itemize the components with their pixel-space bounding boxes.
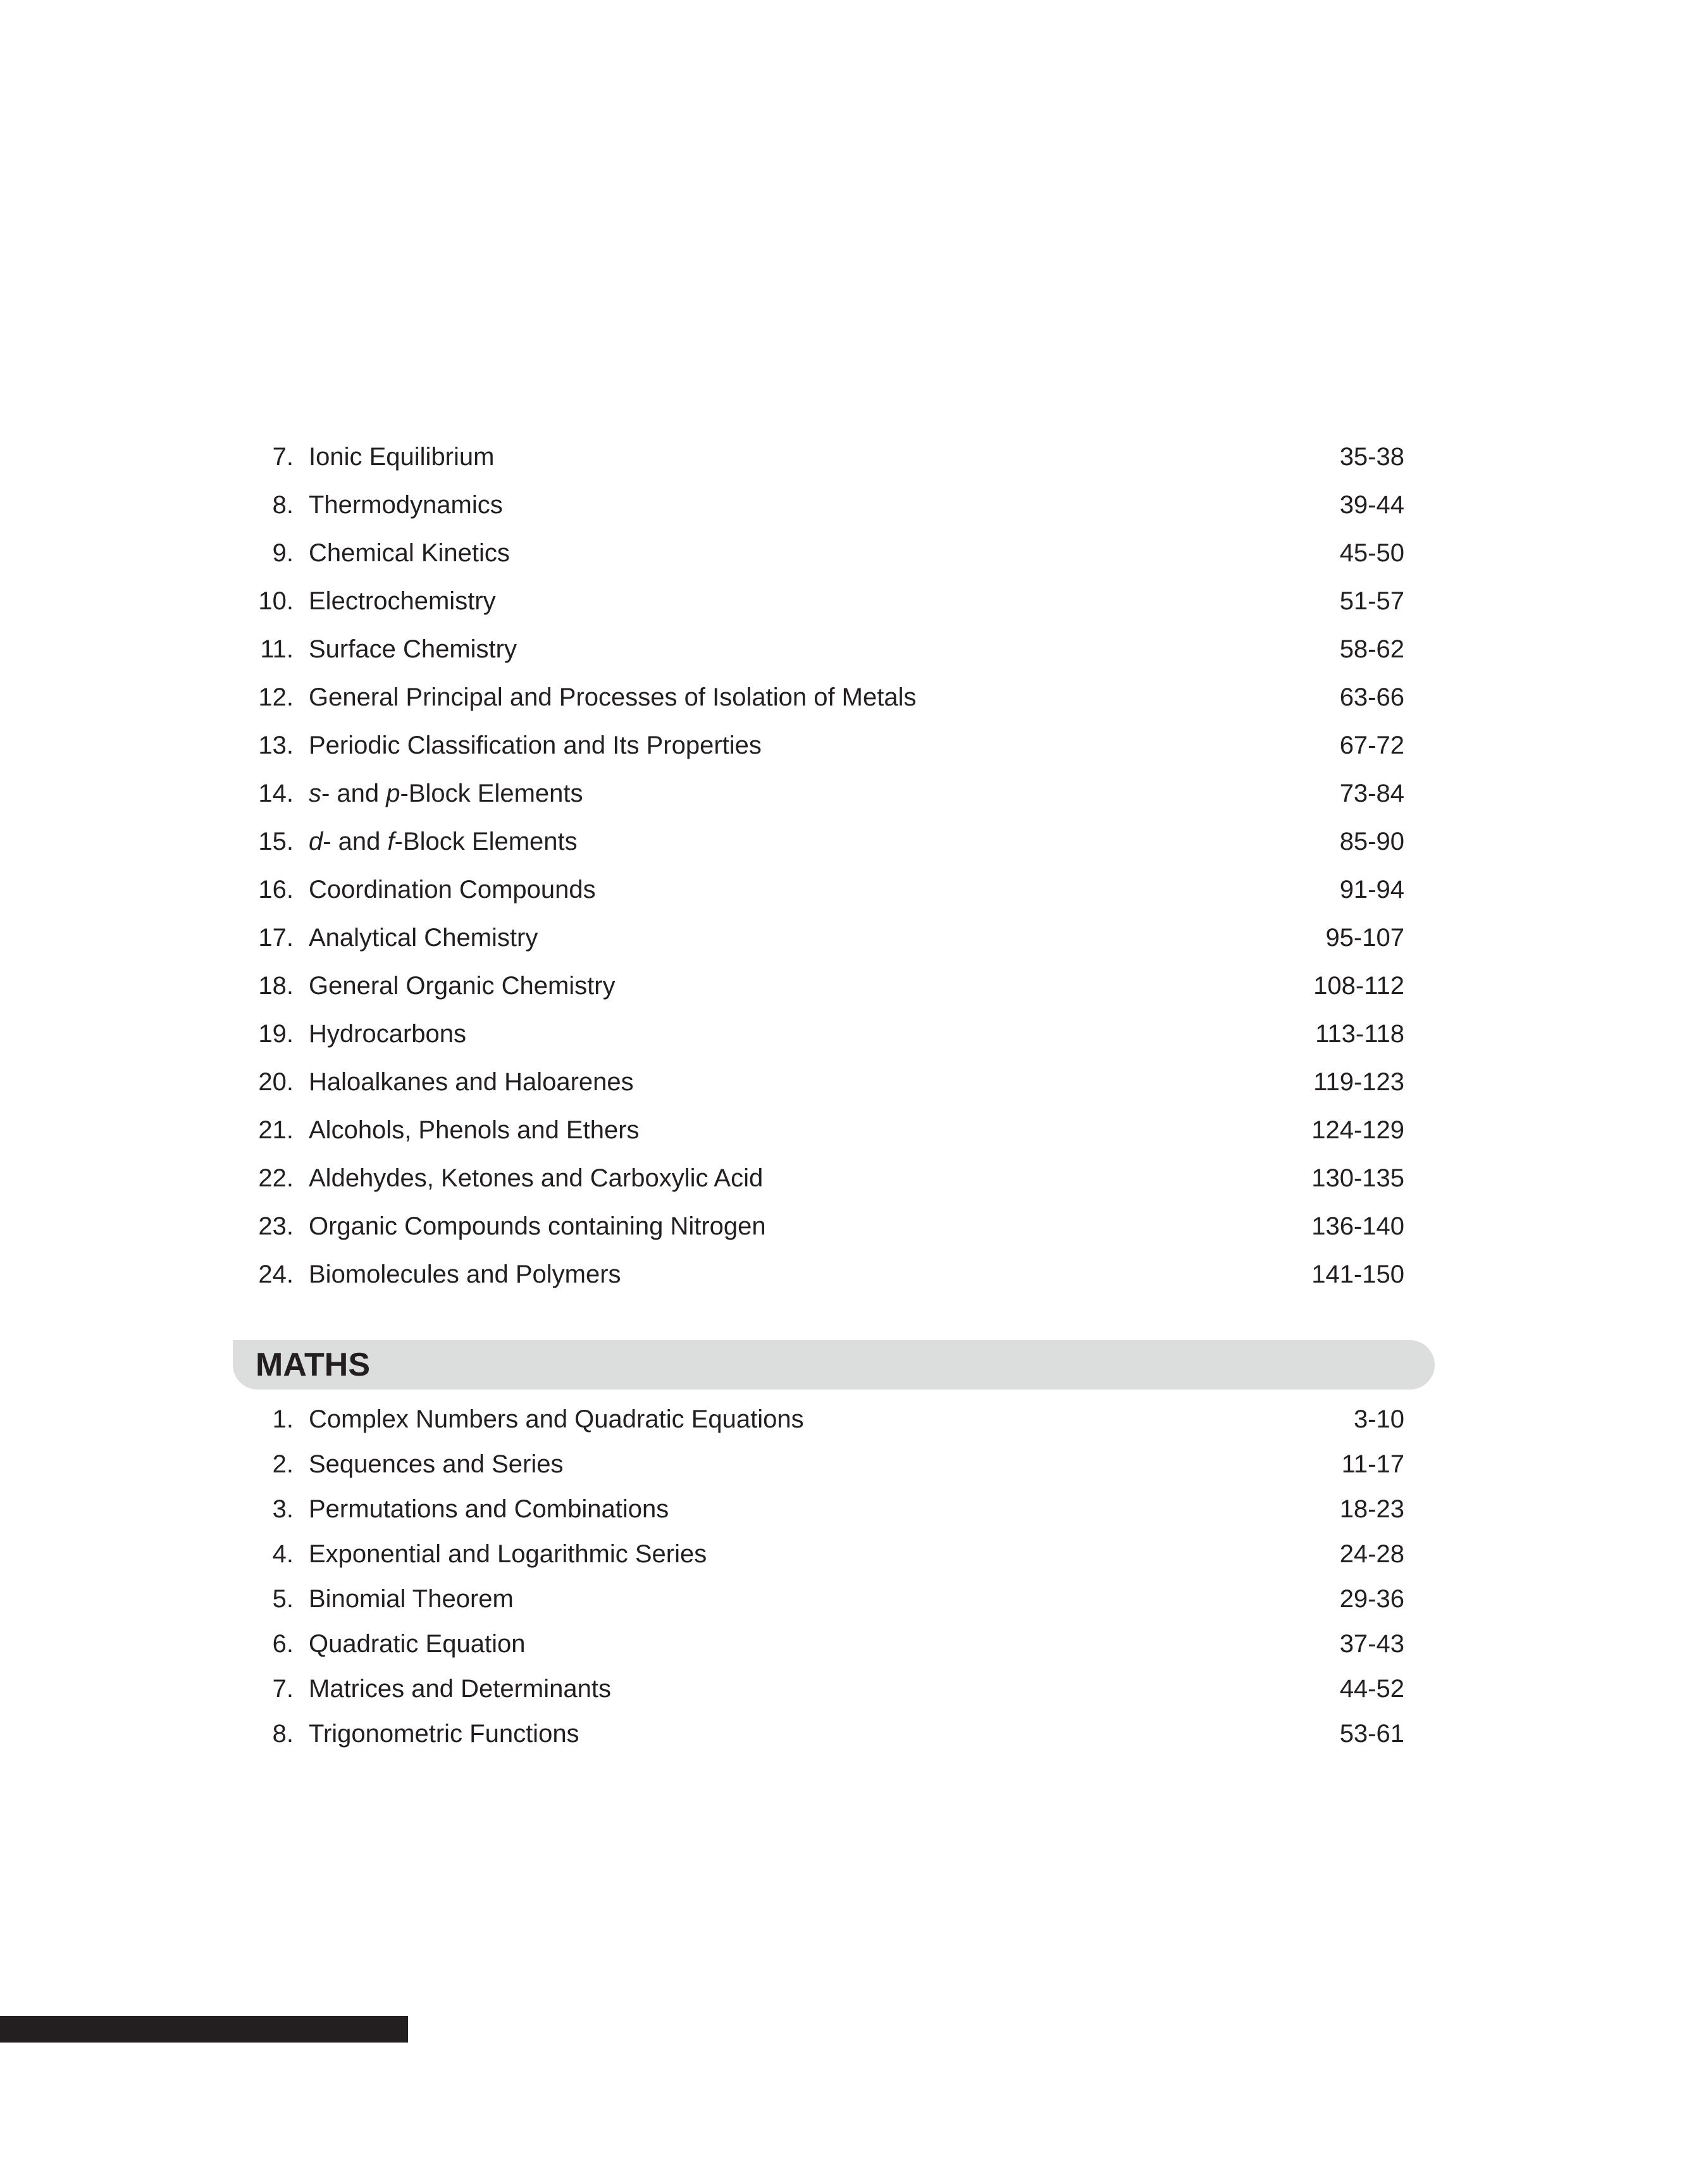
entry-pages: 45-50 [1339, 539, 1404, 567]
entry-title: Ionic Equilibrium [309, 443, 495, 471]
toc-entry [0, 1202, 1708, 1250]
toc-entry [0, 1577, 1708, 1622]
maths-toc-list [0, 1397, 1708, 1757]
entry-number: 13. [258, 731, 294, 759]
entry-title: Periodic Classification and Its Properties [309, 731, 762, 759]
entry-number: 6. [272, 1630, 294, 1658]
toc-entry [0, 1487, 1708, 1532]
toc-entry [0, 1397, 1708, 1442]
entry-title: Quadratic Equation [309, 1630, 526, 1658]
entry-pages: 113-118 [1315, 1020, 1404, 1048]
toc-entry [0, 673, 1708, 721]
entry-title: Matrices and Determinants [309, 1675, 611, 1703]
toc-entry [0, 1154, 1708, 1202]
entry-number: 3. [272, 1495, 294, 1523]
entry-title: Analytical Chemistry [309, 924, 538, 952]
toc-entry [0, 866, 1708, 914]
entry-title: Haloalkanes and Haloarenes [309, 1068, 634, 1096]
entry-number: 1. [272, 1405, 294, 1433]
toc-entry [0, 1010, 1708, 1058]
toc-entry [0, 1250, 1708, 1298]
entry-pages: 53-61 [1339, 1720, 1404, 1748]
entry-title: Organic Compounds containing Nitrogen [309, 1212, 766, 1240]
entry-number: 19. [258, 1020, 294, 1048]
entry-title: Sequences and Series [309, 1450, 564, 1478]
toc-entry [0, 818, 1708, 866]
entry-title: Electrochemistry [309, 587, 496, 615]
toc-entry [0, 1058, 1708, 1106]
entry-number: 2. [272, 1450, 294, 1478]
entry-number: 22. [258, 1164, 294, 1192]
toc-entry [0, 1532, 1708, 1577]
toc-entry [0, 1106, 1708, 1154]
entry-pages: 130-135 [1311, 1164, 1404, 1192]
entry-title: Permutations and Combinations [309, 1495, 669, 1523]
entry-number: 17. [258, 924, 294, 952]
entry-pages: 51-57 [1339, 587, 1404, 615]
entry-number: 11. [260, 635, 294, 663]
entry-pages: 3-10 [1353, 1405, 1404, 1433]
section-heading-maths: MATHS [256, 1346, 371, 1383]
entry-number: 12. [258, 683, 294, 711]
entry-number: 14. [258, 780, 294, 807]
entry-title: Chemical Kinetics [309, 539, 510, 567]
entry-pages: 37-43 [1339, 1630, 1404, 1658]
entry-number: 4. [272, 1540, 294, 1568]
entry-number: 24. [258, 1260, 294, 1288]
entry-title: Thermodynamics [309, 491, 503, 519]
entry-pages: 18-23 [1339, 1495, 1404, 1523]
toc-entry [0, 769, 1708, 818]
entry-pages: 11-17 [1341, 1450, 1404, 1478]
footer-bar [0, 2016, 408, 2043]
entry-number: 10. [258, 587, 294, 615]
entry-title: Hydrocarbons [309, 1020, 467, 1048]
entry-number: 7. [272, 443, 294, 471]
toc-entry [0, 481, 1708, 529]
toc-entry [0, 1667, 1708, 1712]
entry-pages: 136-140 [1311, 1212, 1404, 1240]
entry-number: 20. [258, 1068, 294, 1096]
entry-pages: 119-123 [1313, 1068, 1404, 1096]
entry-title: Coordination Compounds [309, 876, 596, 904]
entry-pages: 91-94 [1339, 876, 1404, 904]
entry-title: General Organic Chemistry [309, 972, 616, 1000]
entry-title: s- and p-Block Elements [309, 780, 583, 807]
entry-number: 21. [258, 1116, 294, 1144]
toc-entry [0, 914, 1708, 962]
entry-title: Trigonometric Functions [309, 1720, 579, 1748]
toc-entry [0, 721, 1708, 769]
toc-entry [0, 433, 1708, 481]
toc-entry [0, 1712, 1708, 1757]
entry-pages: 63-66 [1339, 683, 1404, 711]
entry-number: 16. [258, 876, 294, 904]
entry-title: Aldehydes, Ketones and Carboxylic Acid [309, 1164, 764, 1192]
entry-title: Binomial Theorem [309, 1585, 514, 1613]
entry-pages: 95-107 [1325, 924, 1404, 952]
entry-title: Exponential and Logarithmic Series [309, 1540, 707, 1568]
entry-pages: 44-52 [1339, 1675, 1404, 1703]
entry-pages: 39-44 [1339, 491, 1404, 519]
entry-title: Complex Numbers and Quadratic Equations [309, 1405, 804, 1433]
entry-title: d- and f-Block Elements [309, 828, 578, 855]
chemistry-toc-list [0, 433, 1708, 1298]
entry-title: Surface Chemistry [309, 635, 517, 663]
entry-title: General Principal and Processes of Isolation of Metals [309, 683, 917, 711]
entry-number: 23. [258, 1212, 294, 1240]
entry-number: 7. [272, 1675, 294, 1703]
entry-pages: 73-84 [1339, 780, 1404, 807]
entry-pages: 29-36 [1339, 1585, 1404, 1613]
entry-number: 9. [272, 539, 294, 567]
toc-entry [0, 962, 1708, 1010]
entry-pages: 35-38 [1339, 443, 1404, 471]
entry-pages: 124-129 [1311, 1116, 1404, 1144]
toc-entry [0, 577, 1708, 625]
entry-title: Biomolecules and Polymers [309, 1260, 621, 1288]
entry-number: 5. [272, 1585, 294, 1613]
entry-pages: 108-112 [1313, 972, 1404, 1000]
section-header-bar [233, 1340, 1435, 1390]
entry-title: Alcohols, Phenols and Ethers [309, 1116, 640, 1144]
toc-entry [0, 529, 1708, 577]
entry-pages: 141-150 [1311, 1260, 1404, 1288]
toc-entry [0, 625, 1708, 673]
entry-pages: 67-72 [1339, 731, 1404, 759]
toc-entry [0, 1442, 1708, 1487]
entry-number: 15. [258, 828, 294, 855]
toc-entry [0, 1622, 1708, 1667]
entry-pages: 85-90 [1339, 828, 1404, 855]
entry-number: 8. [272, 1720, 294, 1748]
entry-number: 8. [272, 491, 294, 519]
entry-pages: 58-62 [1339, 635, 1404, 663]
entry-number: 18. [258, 972, 294, 1000]
entry-pages: 24-28 [1339, 1540, 1404, 1568]
